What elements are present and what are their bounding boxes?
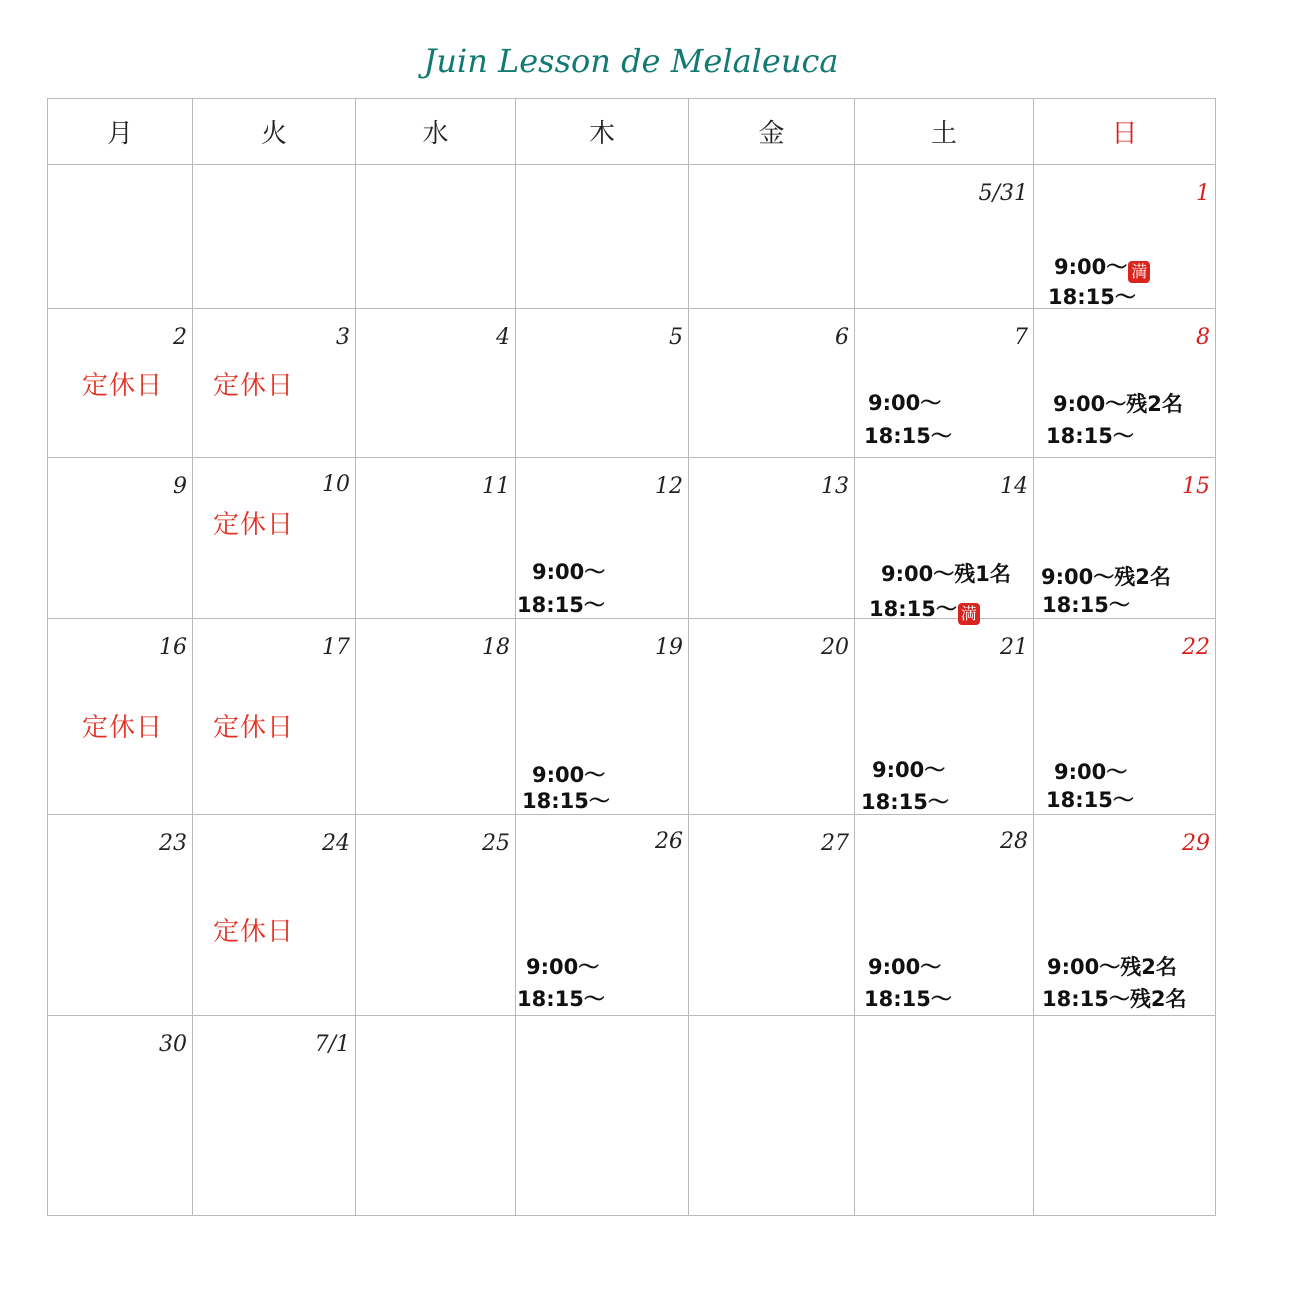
lesson-slot: 18:15〜 bbox=[522, 789, 610, 814]
day-cell bbox=[48, 1015, 193, 1215]
day-number: 22 bbox=[1182, 635, 1210, 661]
closed-label: 定休日 bbox=[213, 713, 295, 744]
day-number: 5 bbox=[669, 325, 683, 351]
lesson-slot: 9:00〜 満 bbox=[1054, 251, 1150, 283]
day-cell bbox=[855, 814, 1034, 1015]
day-cell bbox=[193, 458, 356, 619]
closed-label: 定休日 bbox=[213, 510, 295, 541]
day-number: 12 bbox=[655, 474, 683, 500]
day-number: 6 bbox=[835, 325, 849, 351]
empty-cell bbox=[516, 165, 689, 309]
day-number: 9 bbox=[173, 474, 187, 500]
lesson-slot: 9:00〜残2名 bbox=[1047, 954, 1177, 979]
day-number: 29 bbox=[1182, 830, 1210, 856]
lesson-slot: 18:15〜 満 bbox=[869, 593, 980, 625]
day-number: 7/1 bbox=[314, 1031, 350, 1057]
weekday-mon: 月 bbox=[48, 99, 193, 165]
day-cell bbox=[1034, 165, 1216, 309]
week-row bbox=[48, 165, 1216, 309]
lesson-slot: 18:15〜 bbox=[1046, 788, 1134, 813]
day-number: 24 bbox=[322, 830, 350, 856]
calendar-grid bbox=[47, 98, 1216, 1216]
week-row bbox=[48, 458, 1216, 619]
day-number: 2 bbox=[173, 325, 187, 351]
weekday-sun: 日 bbox=[1034, 99, 1216, 165]
empty-cell bbox=[48, 165, 193, 309]
day-cell bbox=[855, 309, 1034, 458]
day-cell bbox=[193, 814, 356, 1015]
lesson-slot: 18:15〜 bbox=[517, 593, 605, 618]
day-number: 14 bbox=[1000, 474, 1028, 500]
day-cell bbox=[1034, 309, 1216, 458]
day-cell bbox=[689, 309, 855, 458]
lesson-slot: 9:00〜残1名 bbox=[881, 562, 1011, 587]
day-number: 7 bbox=[1014, 325, 1028, 351]
day-cell bbox=[855, 165, 1034, 309]
empty-cell bbox=[356, 1015, 516, 1215]
day-number: 21 bbox=[1000, 635, 1028, 661]
weekday-fri: 金 bbox=[689, 99, 855, 165]
day-cell bbox=[689, 814, 855, 1015]
day-cell bbox=[48, 458, 193, 619]
day-cell bbox=[689, 458, 855, 619]
day-number: 19 bbox=[655, 635, 683, 661]
day-number: 8 bbox=[1196, 325, 1210, 351]
day-cell bbox=[516, 619, 689, 814]
closed-label: 定休日 bbox=[82, 713, 164, 744]
day-number: 1 bbox=[1196, 181, 1210, 207]
empty-cell bbox=[855, 1015, 1034, 1215]
day-cell bbox=[1034, 458, 1216, 619]
week-row bbox=[48, 619, 1216, 814]
lesson-slot: 18:15〜 bbox=[517, 986, 605, 1011]
day-cell bbox=[516, 458, 689, 619]
day-cell bbox=[193, 309, 356, 458]
lesson-slot: 9:00〜 bbox=[532, 763, 606, 788]
day-number: 4 bbox=[496, 325, 510, 351]
day-cell bbox=[689, 619, 855, 814]
lesson-slot: 9:00〜 bbox=[1054, 760, 1128, 785]
day-cell bbox=[855, 619, 1034, 814]
day-number: 26 bbox=[655, 828, 683, 854]
empty-cell bbox=[689, 165, 855, 309]
weekday-wed: 水 bbox=[356, 99, 516, 165]
day-cell bbox=[48, 619, 193, 814]
day-cell bbox=[1034, 619, 1216, 814]
day-cell bbox=[356, 458, 516, 619]
lesson-slot: 18:15〜残2名 bbox=[1042, 986, 1187, 1011]
lesson-slot: 18:15〜 bbox=[864, 986, 952, 1011]
day-number: 27 bbox=[821, 830, 849, 856]
day-number: 10 bbox=[322, 472, 350, 498]
day-number: 13 bbox=[821, 474, 849, 500]
lesson-slot: 9:00〜 bbox=[868, 954, 942, 979]
day-number: 23 bbox=[159, 830, 187, 856]
week-row bbox=[48, 814, 1216, 1015]
full-badge-icon: 満 bbox=[1128, 261, 1150, 283]
empty-cell bbox=[356, 165, 516, 309]
day-cell bbox=[516, 309, 689, 458]
week-row bbox=[48, 309, 1216, 458]
day-number: 18 bbox=[482, 635, 510, 661]
day-number: 17 bbox=[322, 635, 350, 661]
day-cell bbox=[356, 619, 516, 814]
day-cell bbox=[193, 1015, 356, 1215]
empty-cell bbox=[689, 1015, 855, 1215]
weekday-header-row bbox=[48, 99, 1216, 165]
day-cell bbox=[356, 814, 516, 1015]
lesson-slot: 9:00〜 bbox=[868, 391, 942, 416]
lesson-slot: 9:00〜 bbox=[532, 560, 606, 585]
day-number: 5/31 bbox=[978, 181, 1028, 207]
lesson-slot: 9:00〜残2名 bbox=[1053, 392, 1183, 417]
closed-label: 定休日 bbox=[82, 371, 164, 402]
lesson-slot: 18:15〜 bbox=[864, 424, 952, 449]
day-number: 30 bbox=[159, 1031, 187, 1057]
day-number: 11 bbox=[482, 474, 510, 500]
day-cell bbox=[855, 458, 1034, 624]
closed-label: 定休日 bbox=[213, 916, 295, 947]
day-cell bbox=[516, 814, 689, 1015]
day-number: 25 bbox=[482, 830, 510, 856]
lesson-slot: 18:15〜 bbox=[861, 790, 949, 815]
empty-cell bbox=[1034, 1015, 1216, 1215]
day-number: 15 bbox=[1182, 474, 1210, 500]
closed-label: 定休日 bbox=[213, 371, 295, 402]
day-cell bbox=[1034, 814, 1216, 1015]
lesson-slot: 18:15〜 bbox=[1046, 424, 1134, 449]
day-cell bbox=[48, 309, 193, 458]
day-number: 16 bbox=[159, 635, 187, 661]
empty-cell bbox=[516, 1015, 689, 1215]
weekday-sat: 土 bbox=[855, 99, 1034, 165]
weekday-thu: 木 bbox=[516, 99, 689, 165]
full-badge-icon: 満 bbox=[958, 603, 980, 625]
day-cell bbox=[48, 814, 193, 1015]
weekday-tue: 火 bbox=[193, 99, 356, 165]
day-number: 20 bbox=[821, 635, 849, 661]
lesson-slot: 18:15〜 bbox=[1048, 285, 1136, 310]
day-cell bbox=[356, 309, 516, 458]
page-title: Juin Lesson de Melaleuca bbox=[423, 42, 839, 80]
empty-cell bbox=[193, 165, 356, 309]
lesson-slot: 9:00〜残2名 bbox=[1041, 565, 1171, 590]
lesson-slot: 18:15〜 bbox=[1042, 593, 1130, 618]
week-row bbox=[48, 1015, 1216, 1215]
lesson-slot: 9:00〜 bbox=[872, 758, 946, 783]
day-cell bbox=[193, 619, 356, 814]
day-number: 3 bbox=[336, 325, 350, 351]
lesson-slot: 9:00〜 bbox=[526, 954, 600, 979]
day-number: 28 bbox=[1000, 828, 1028, 854]
